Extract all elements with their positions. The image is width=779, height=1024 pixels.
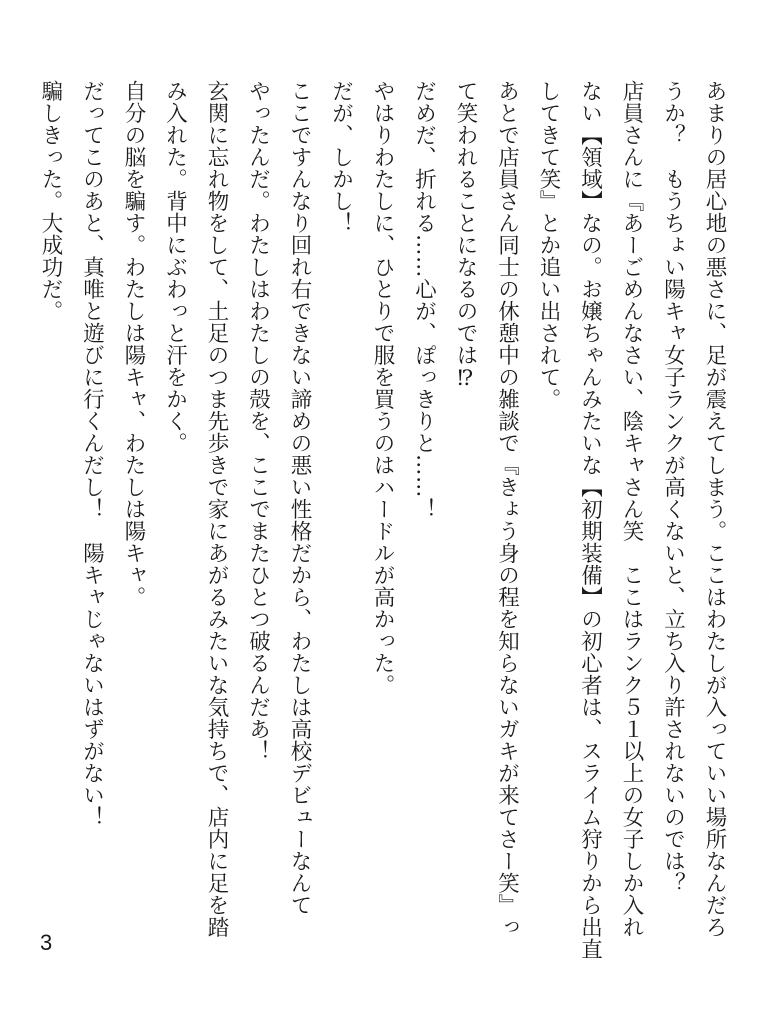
text-line: あとで店員さん同士の休憩中の雑談で『きょう身の程を知らないガキが来てさー笑』っ: [494, 80, 520, 938]
text-line: だってこのあと、真唯と遊びに行くんだし！ 陽キャじゃないはずがない！: [79, 80, 105, 828]
text-line: だめだ、折れる……心が、ぽっきりと……！: [411, 80, 437, 520]
text-line: うか？ もうちょい陽キャ女子ランクが高くないと、立ち入り許されないのでは？: [660, 80, 686, 894]
text-line: 自分の脳を騙す。わたしは陽キャ、わたしは陽キャ。: [121, 80, 146, 608]
text-line: やったんだ。わたしはわたしの殻を、ここでまたひとつ破るんだあ！: [245, 80, 271, 762]
vertical-text-body: [30, 80, 736, 960]
text-line: ここですんなり回れ右できない諦めの悪い性格だから、わたしは高校デビューなんて: [287, 80, 312, 916]
text-line: 騙しきった。大成功だ。: [38, 80, 63, 322]
text-line: 玄関に忘れ物をして、土足のつま先歩きで家にあがるみたいな気持ちで、店内に足を踏: [204, 80, 229, 938]
text-line: してきて笑』とか追い出されて。: [536, 80, 561, 410]
text-line: ない【領域】なの。お嬢ちゃんみたいな【初期装備】の初心者は、スライム狩りから出直: [577, 80, 603, 960]
text-line: やはりわたしに、ひとりで服を買うのはハードルが高かった。: [370, 80, 395, 696]
text-line: て笑われることになるのでは⁉: [453, 80, 478, 392]
text-line: だが、しかし！: [328, 80, 354, 234]
text-line: あまりの居心地の悪さに、足が震えてしまう。ここはわたしが入っていい場所なんだろ: [702, 80, 727, 938]
page-number: 3: [40, 930, 53, 955]
text-line: み入れた。背中にぶわっと汗をかく。: [162, 80, 188, 454]
text-line: 店員さんに『あーごめんなさい、陰キャさん笑 ここはランク５１以上の女子しか入れ: [619, 80, 644, 938]
